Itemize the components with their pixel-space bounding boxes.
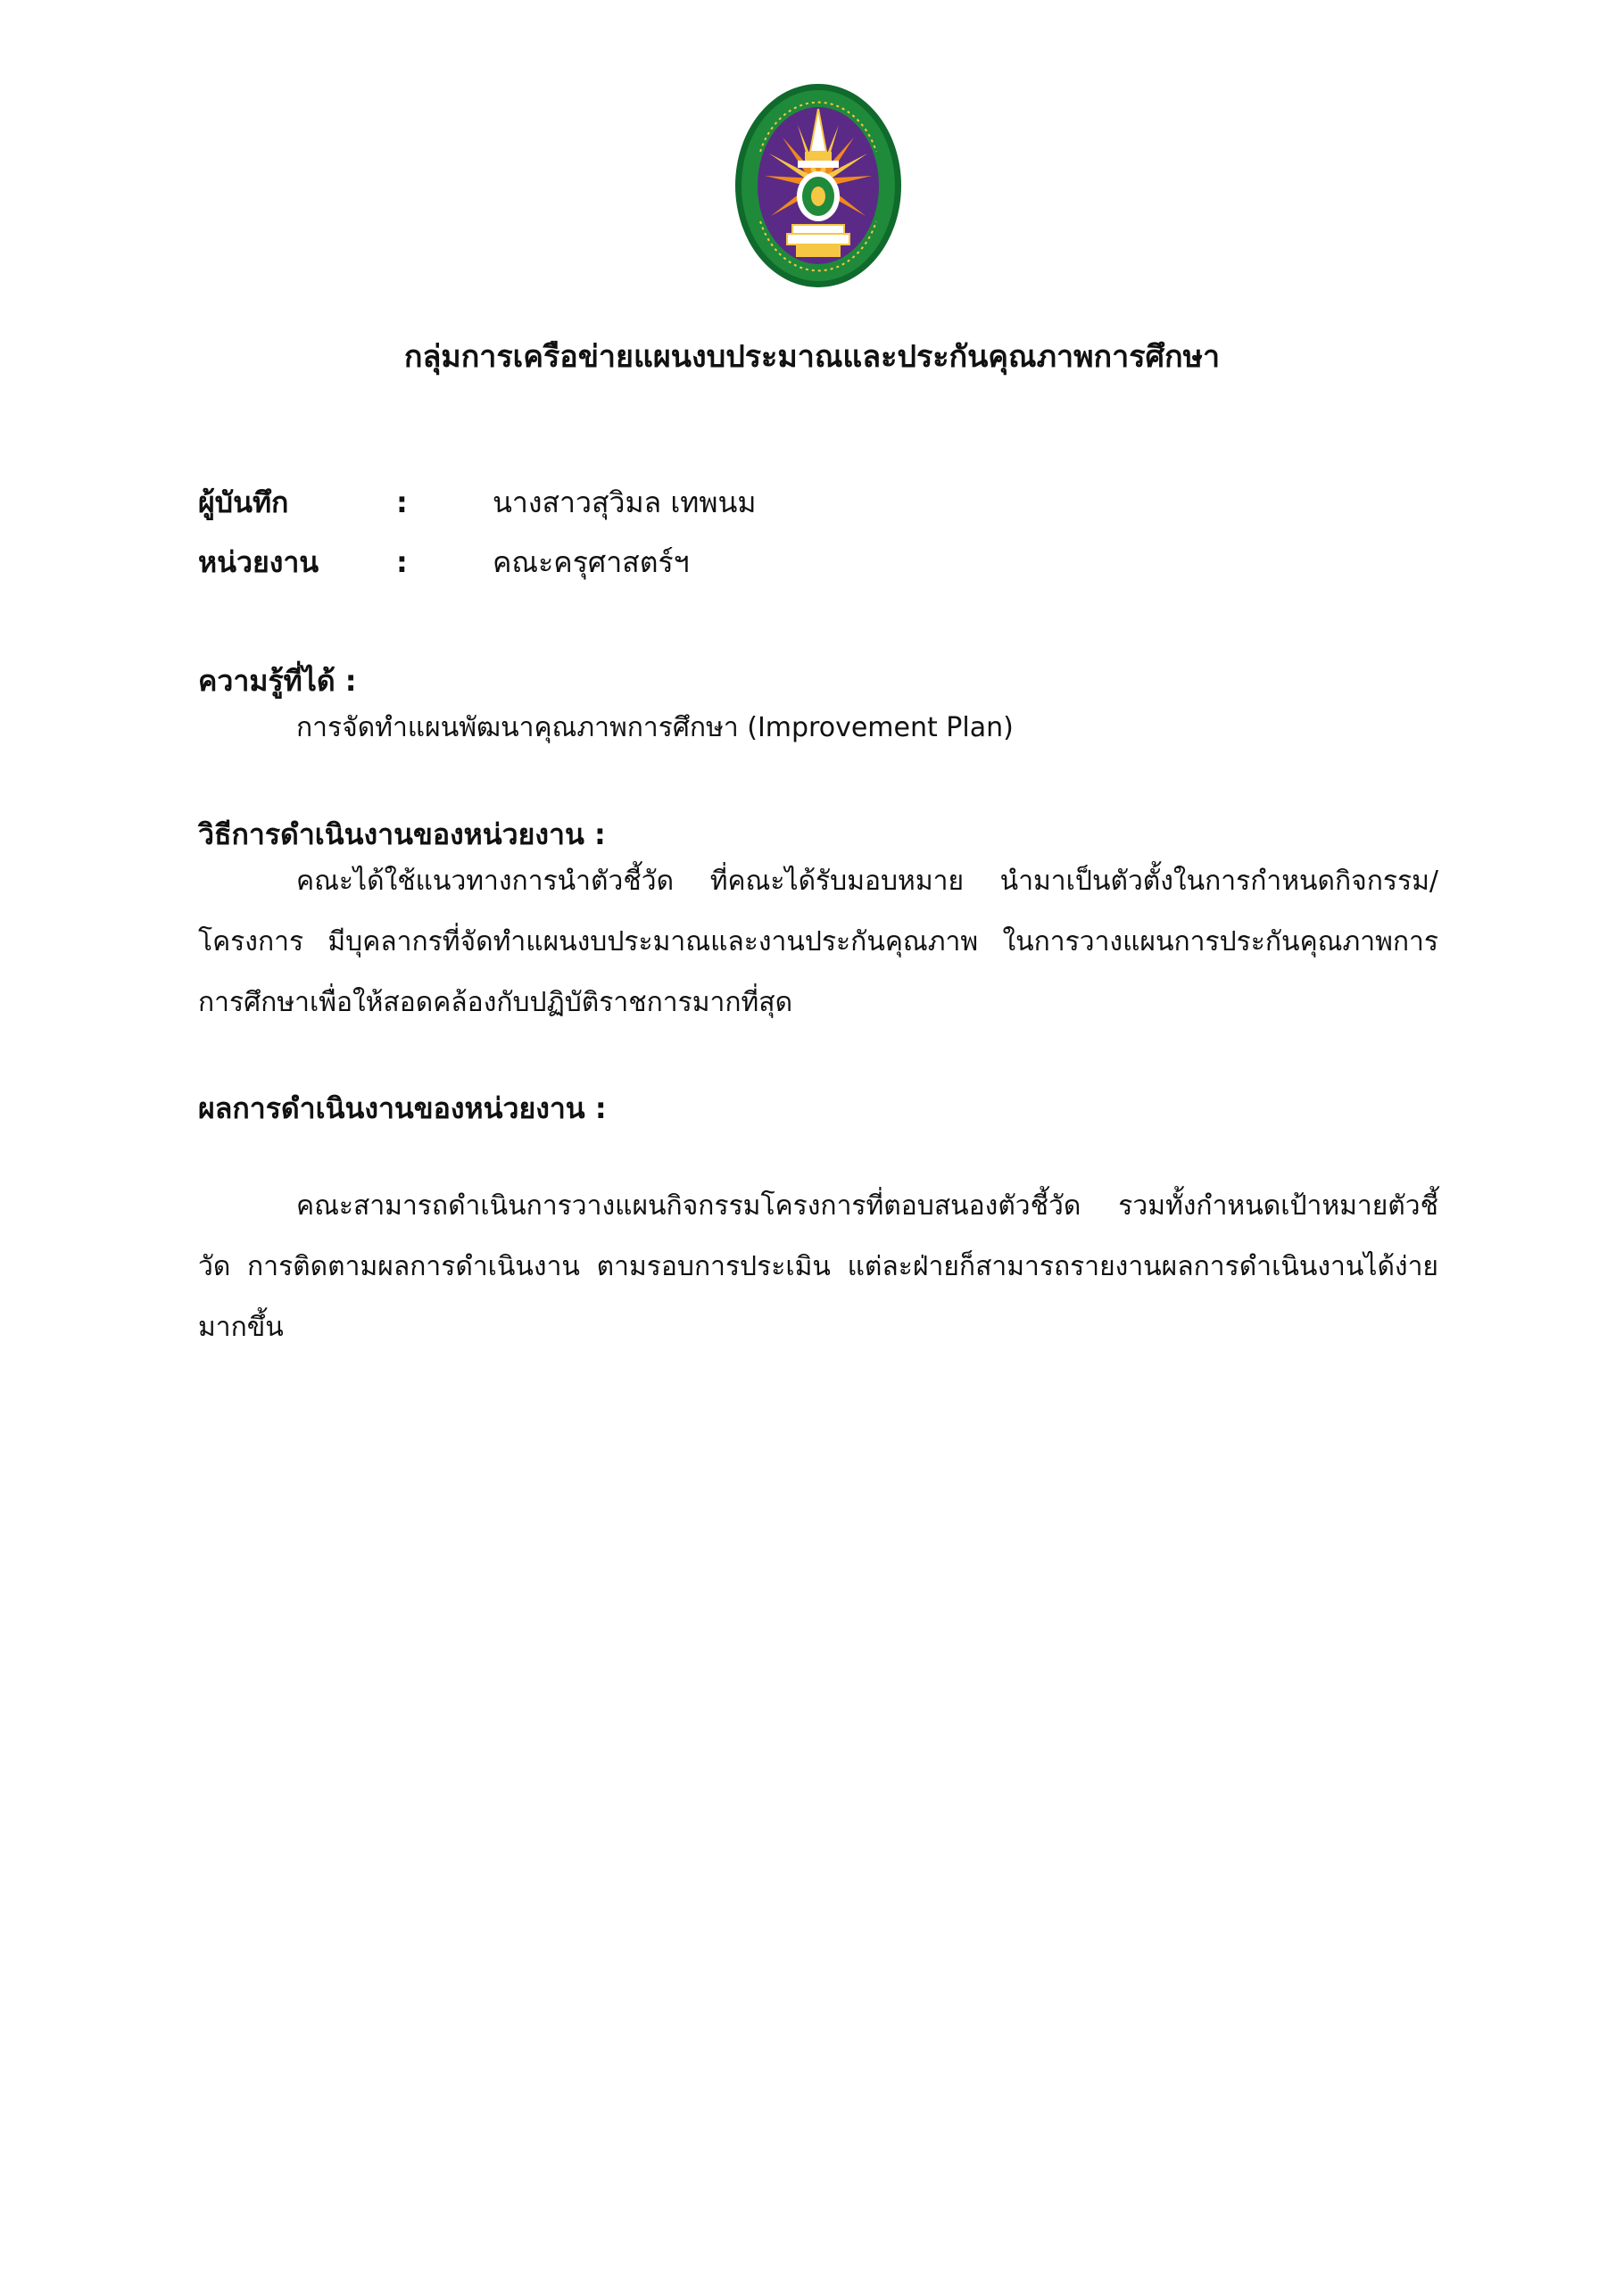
recorder-label: ผู้บันทึก	[198, 485, 289, 519]
knowledge-text: การจัดทำแผนพัฒนาคุณภาพการศึกษา (Improvement Plan)	[296, 712, 1014, 743]
knowledge-heading: ความรู้ที่ได้ :	[198, 664, 357, 698]
unit-label: หน่วยงาน	[198, 545, 319, 579]
method-text: คณะได้ใช้แนวทางการนำตัวชี้วัด ที่คณะได้รับมอบหมาย นำมาเป็นตัวตั้งในการกำหนดกิจกรรม/โครงการ มีบุคลากรที่จัดทำแผนงบประมาณและงานประกันคุณภาพ ในการวางแผนการประกันคุณภาพการ การศึกษาเพื่อให้สอดคล้องกับปฏิบัติราชการมากที่สุด	[198, 866, 1438, 1018]
university-seal-logo	[733, 82, 903, 289]
method-heading: วิธีการดำเนินงานของหน่วยงาน :	[198, 817, 606, 851]
document-title: กลุ่มการเครือข่ายแผนงบประมาณและประกันคุณภาพการศึกษา	[403, 339, 1221, 375]
recorder-colon: :	[396, 485, 408, 519]
result-heading: ผลการดำเนินงานของหน่วยงาน :	[198, 1091, 607, 1125]
recorder-value: นางสาวสุวิมล เทพนม	[493, 485, 757, 519]
unit-colon: :	[396, 545, 408, 579]
result-text: คณะสามารถดำเนินการวางแผนกิจกรรมโครงการที่ตอบสนองตัวชี้วัด รวมทั้งกำหนดเป้าหมายตัวชี้วัด การติดตามผลการดำเนินงาน ตามรอบการประเมิน แต่ละฝ่ายก็สามารถรายงานผลการดำเนินงานได้ง่ายมากขึ้น	[198, 1190, 1438, 1343]
unit-value: คณะครุศาสตร์ฯ	[493, 545, 690, 579]
